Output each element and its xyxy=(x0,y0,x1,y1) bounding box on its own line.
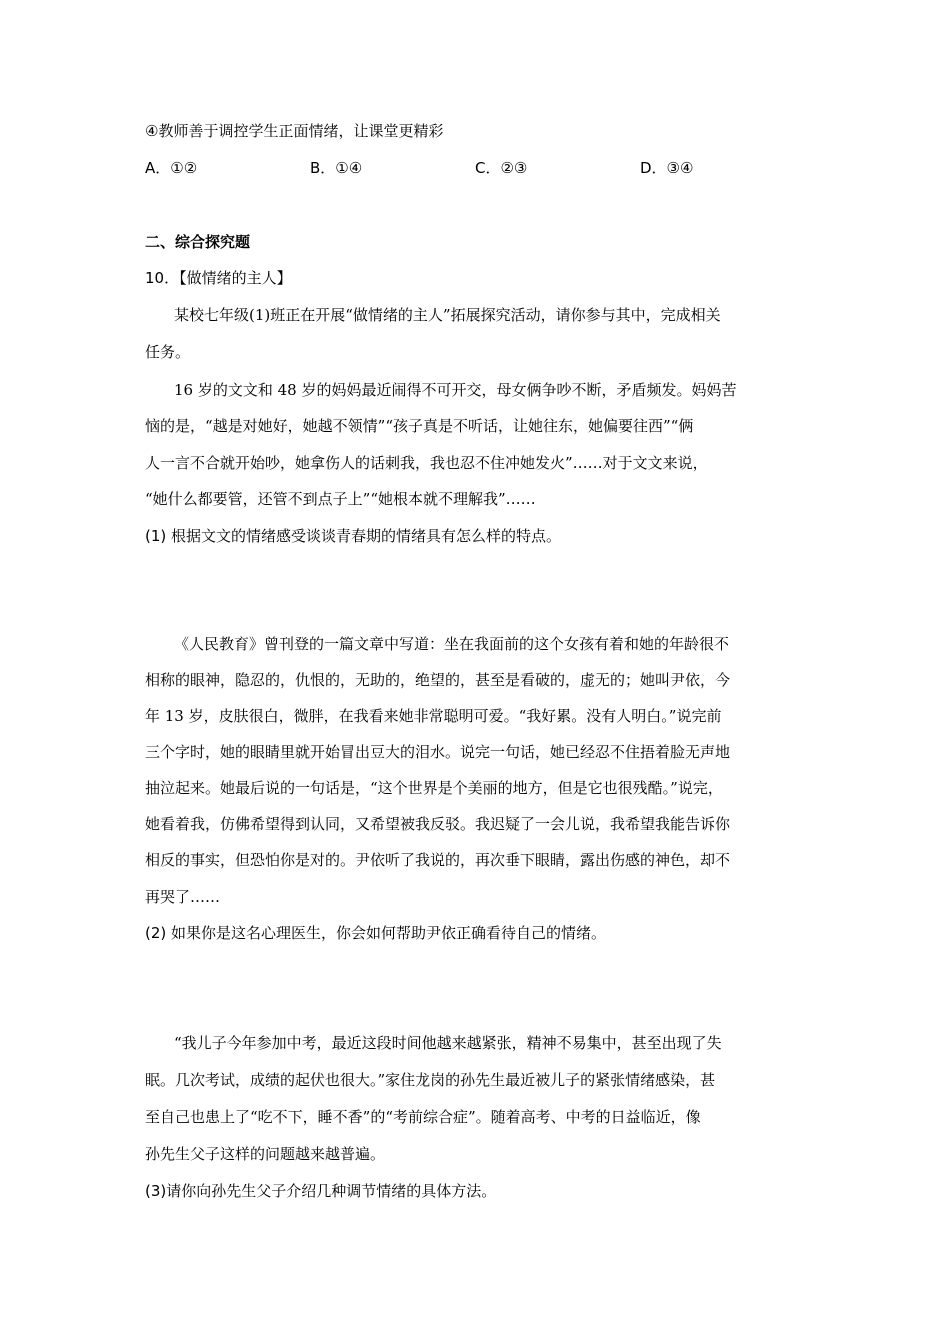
material-2-line: 《人民教育》曾刊登的一篇文章中写道：坐在我面前的这个女孩有着和她的年龄很不 xyxy=(174,635,730,653)
q10-intro-line: 某校七年级(1)班正在开展“做情绪的主人”拓展探究活动，请你参与其中，完成相关 xyxy=(174,306,721,324)
q9-item-4: ④教师善于调控学生正面情绪，让课堂更精彩 xyxy=(145,122,444,140)
q9-option-a[interactable]: A．①② xyxy=(145,159,198,177)
material-1-line: 恼的是，“越是对她好，她越不领情”“孩子真是不听话，让她往东，她偏要往西”“俩 xyxy=(145,417,694,435)
material-2-line: 三个字时，她的眼睛里就开始冒出豆大的泪水。说完一句话，她已经忍不住捂着脸无声地 xyxy=(145,743,731,761)
material-1-line: “她什么都要管，还管不到点子上”“她根本就不理解我”…… xyxy=(145,490,536,508)
q9-option-d[interactable]: D．③④ xyxy=(640,159,694,177)
material-2-line: 她看着我，仿佛希望得到认同，又希望被我反驳。我迟疑了一会儿说，我希望我能告诉你 xyxy=(145,815,731,833)
material-3-line: 孙先生父子这样的问题越来越普遍。 xyxy=(145,1145,386,1163)
material-3-line: 至自己也患上了“吃不下，睡不香”的“考前综合症”。随着高考、中考的日益临近，像 xyxy=(145,1108,701,1126)
q10-intro-line: 任务。 xyxy=(145,343,191,361)
material-1-line: 16 岁的文文和 48 岁的妈妈最近闹得不可开交，母女俩争吵不断，矛盾频发。妈妈苦 xyxy=(174,381,737,399)
q10-header: 10．【做情绪的主人】 xyxy=(145,269,292,287)
question-2: (2) 如果你是这名心理医生，你会如何帮助尹依正确看待自己的情绪。 xyxy=(145,924,607,942)
q9-option-c[interactable]: C．②③ xyxy=(475,159,528,177)
material-2-line: 抽泣起来。她最后说的一句话是，“这个世界是个美丽的地方，但是它也很残酷。”说完， xyxy=(145,779,723,797)
q9-option-b[interactable]: B．①④ xyxy=(310,159,363,177)
section-2-title: 二、综合探究题 xyxy=(145,233,251,251)
material-1-line: 人一言不合就开始吵，她拿伤人的话刺我，我也忍不住冲她发火”……对于文文来说， xyxy=(145,454,708,472)
material-2-line: 相称的眼神，隐忍的，仇恨的，无助的，绝望的，甚至是看破的，虚无的；她叫尹依，今 xyxy=(145,671,731,689)
material-2-line: 相反的事实，但恐怕你是对的。尹依听了我说的，再次垂下眼睛，露出伤感的神色，却不 xyxy=(145,851,731,869)
question-3: (3)请你向孙先生父子介绍几种调节情绪的具体方法。 xyxy=(145,1182,497,1200)
material-3-line: 眠。几次考试，成绩的起伏也很大。”家住龙岗的孙先生最近被儿子的紧张情绪感染，甚 xyxy=(145,1071,716,1089)
material-2-line: 年 13 岁，皮肤很白，微胖，在我看来她非常聪明可爱。“我好累。没有人明白。”说完前 xyxy=(145,707,722,725)
material-2-line: 再哭了…… xyxy=(145,888,221,906)
question-1: (1) 根据文文的情绪感受谈谈青春期的情绪具有怎么样的特点。 xyxy=(145,527,562,545)
material-3-line: “我儿子今年参加中考，最近这段时间他越来越紧张，精神不易集中，甚至出现了失 xyxy=(174,1034,722,1052)
